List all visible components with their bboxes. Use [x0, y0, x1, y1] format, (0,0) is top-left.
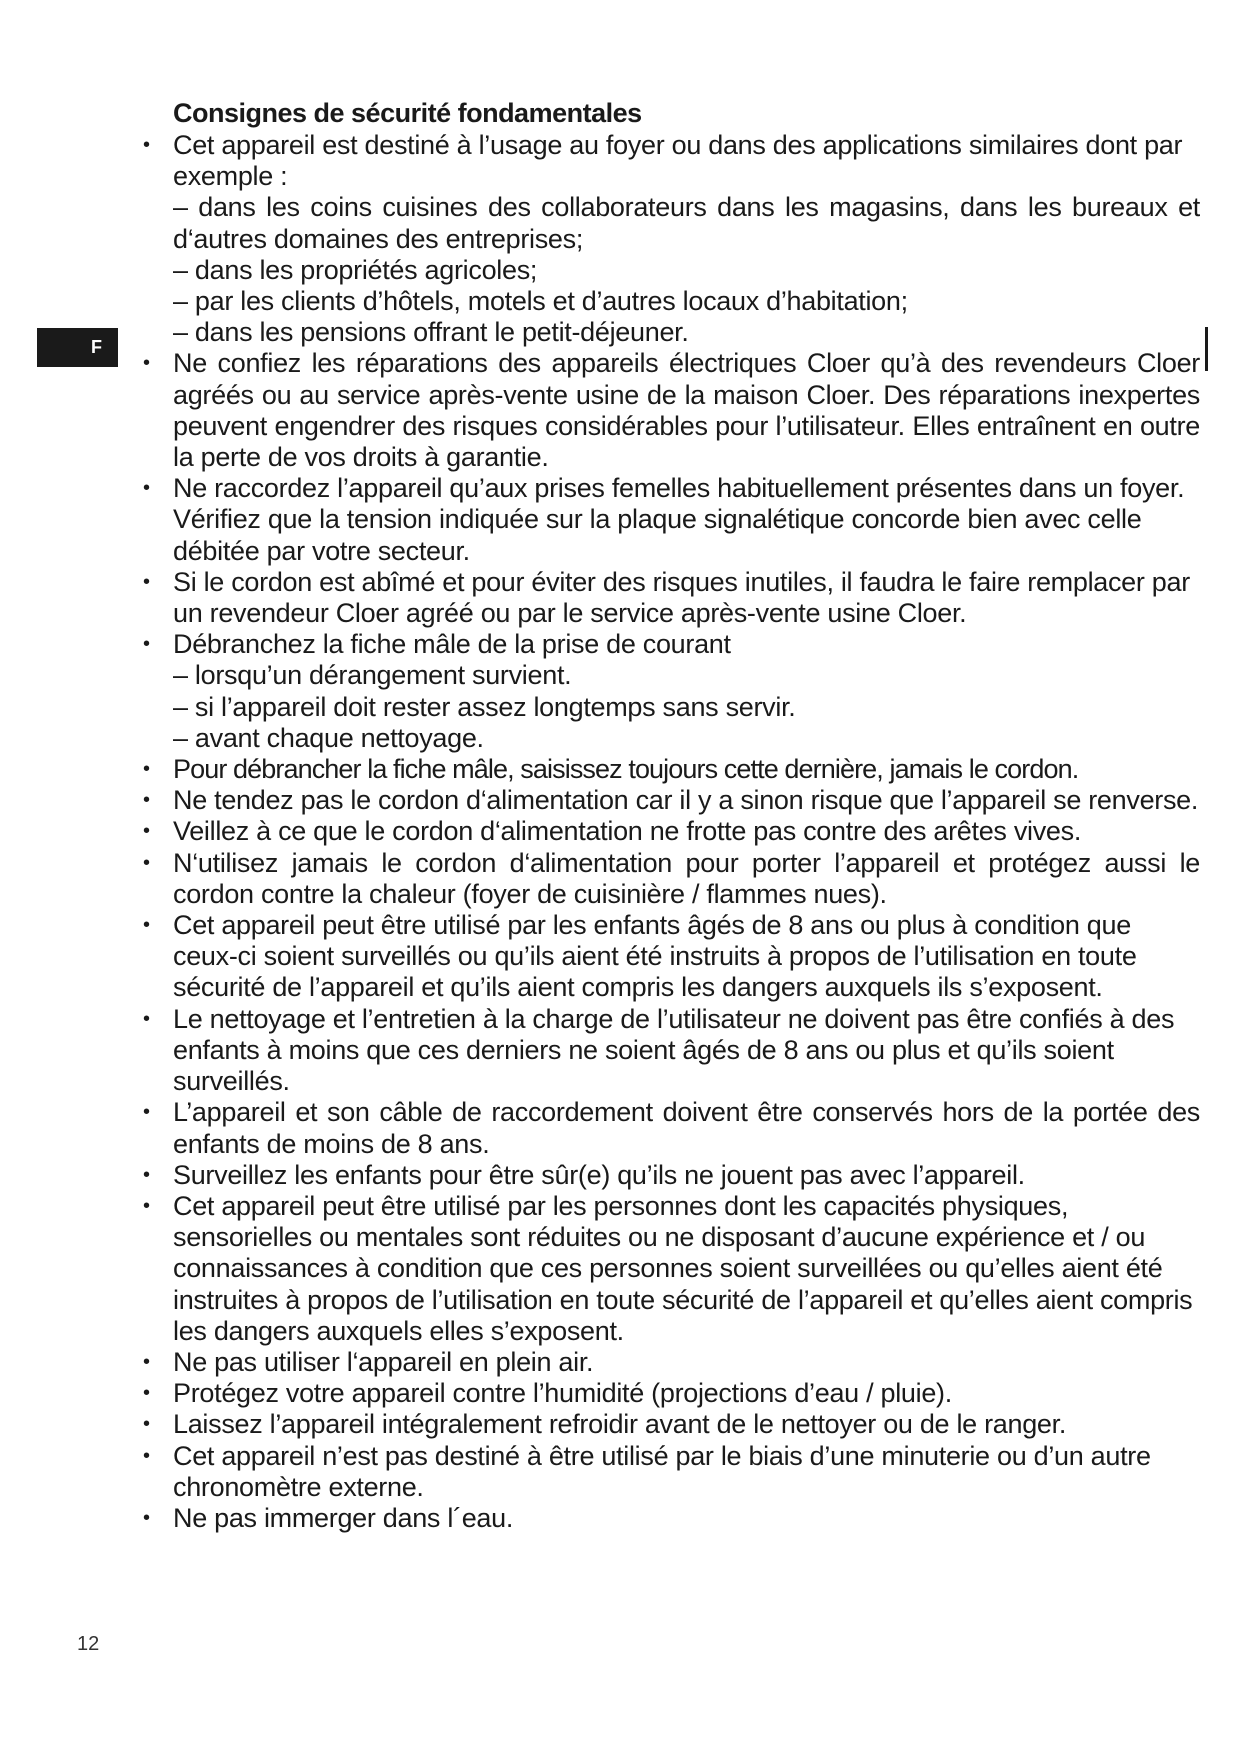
- list-item-text: Cet appareil peut être utilisé par les enfants âgés de 8 ans ou plus à condition que ceux-ci soient surveillés ou qu’ils aient été instruits à propos de l’utilisation en toute sécurité de l’appareil et qu’ils aient compris les dangers auxquels ils s’exposent.: [173, 910, 1137, 1003]
- list-item: [138, 1347, 1200, 1378]
- bullet-icon: •: [143, 1101, 150, 1124]
- list-item: [138, 629, 1200, 754]
- bullet-icon: •: [143, 789, 150, 812]
- list-item-text: L’appareil et son câble de raccordement doivent être conservés hors de la portée des enfants de moins de 8 ans.: [173, 1097, 1200, 1159]
- edge-marker: [1205, 327, 1208, 371]
- bullet-icon: •: [143, 851, 150, 874]
- list-item: [138, 473, 1200, 567]
- list-item: [138, 1160, 1200, 1191]
- page-number: 12: [77, 1633, 100, 1655]
- list-item-text: Laissez l’appareil intégralement refroidir avant de le nettoyer ou de le ranger.: [173, 1409, 1067, 1440]
- list-item: [138, 910, 1200, 1004]
- safety-list: [138, 130, 1200, 1534]
- list-item: [138, 567, 1200, 629]
- bullet-icon: •: [143, 134, 150, 156]
- section-heading: Consignes de sécurité fondamentales: [173, 98, 642, 128]
- bullet-icon: •: [143, 477, 150, 500]
- list-item: [138, 130, 1200, 348]
- bullet-icon: •: [143, 1382, 150, 1405]
- list-subitem: – par les clients d’hôtels, motels et d’autres locaux d’habitation;: [173, 286, 908, 317]
- list-item-text: Débranchez la fiche mâle de la prise de courant: [173, 629, 731, 660]
- list-item: [138, 1378, 1200, 1409]
- list-item-text: Veillez à ce que le cordon d‘alimentation ne frotte pas contre des arêtes vives.: [173, 816, 1082, 847]
- bullet-icon: •: [143, 633, 150, 656]
- list-item-text: Cet appareil est destiné à l’usage au foyer ou dans des applications similaires dont par exemple :: [173, 130, 1183, 192]
- bullet-icon: •: [143, 914, 150, 937]
- language-tab: [37, 328, 118, 367]
- list-item-text: Ne pas utiliser l‘appareil en plein air.: [173, 1346, 594, 1377]
- list-item: [138, 1503, 1200, 1534]
- bullet-icon: •: [143, 758, 150, 781]
- language-tab-label: F: [91, 337, 102, 357]
- list-item: [138, 348, 1200, 473]
- bullet-icon: •: [143, 1506, 150, 1529]
- bullet-icon: •: [143, 1413, 150, 1436]
- list-item: [138, 1191, 1200, 1347]
- list-item-text: Ne confiez les réparations des appareils électriques Cloer qu’à des revendeurs Cloer agréés ou au service après-vente usine de la maison Cloer. Des réparations inexpertes peuvent engendrer des risques considérables pour l’utilisateur. Elles entraînent en outre la perte de vos droits à garantie.: [173, 348, 1200, 473]
- list-subitem: – si l’appareil doit rester assez longtemps sans servir.: [173, 691, 796, 722]
- bullet-icon: •: [143, 1007, 150, 1030]
- list-subitem: – dans les pensions offrant le petit-déjeuner.: [173, 317, 689, 348]
- list-item: [138, 816, 1200, 847]
- bullet-icon: •: [143, 1163, 150, 1186]
- list-item-text: Ne tendez pas le cordon d‘alimentation car il y a sinon risque que l’appareil se renverse.: [173, 785, 1199, 816]
- list-item-text: Cet appareil n’est pas destiné à être utilisé par le biais d’une minuterie ou d’un autre chronomètre externe.: [173, 1440, 1151, 1502]
- list-item: [138, 754, 1200, 785]
- bullet-icon: •: [143, 1444, 150, 1467]
- list-item-text: Si le cordon est abîmé et pour éviter des risques inutiles, il faudra le faire remplacer par un revendeur Cloer agréé ou par le service après-vente usine Cloer.: [173, 566, 1190, 629]
- safety-section: [138, 96, 1200, 1596]
- list-item: [138, 785, 1200, 816]
- bullet-icon: •: [143, 1350, 150, 1373]
- list-item: [138, 848, 1200, 910]
- list-item-text: Cet appareil peut être utilisé par les personnes dont les capacités physiques, sensorielles ou mentales sont réduites ou ne disposant d’aucune expérience et / ou connaissances à condition que ces personnes soient surveillées ou qu’elles aient été instruites à propos de l’utilisation en toute sécurité de l’appareil et qu’elles aient compris les dangers auxquels elles s’exposent.: [173, 1190, 1193, 1346]
- list-item: [138, 1409, 1200, 1440]
- bullet-icon: •: [143, 352, 150, 375]
- list-subitem: – lorsqu’un dérangement survient.: [173, 660, 572, 691]
- list-subitem: – avant chaque nettoyage.: [173, 722, 484, 753]
- list-item: [138, 1004, 1200, 1098]
- list-item-text: N‘utilisez jamais le cordon d‘alimentation pour porter l’appareil et protégez aussi le cordon contre la chaleur (foyer de cuisinière / flammes nues).: [173, 847, 1200, 909]
- list-subitem: – dans les coins cuisines des collaborateurs dans les magasins, dans les bureaux et d‘autres domaines des entreprises;: [173, 192, 1200, 254]
- bullet-icon: •: [143, 1194, 150, 1217]
- bullet-icon: •: [143, 570, 150, 593]
- bullet-icon: •: [143, 820, 150, 843]
- list-item-text: Pour débrancher la fiche mâle, saisissez toujours cette dernière, jamais le cordon.: [173, 754, 1079, 785]
- list-item-text: Ne raccordez l’appareil qu’aux prises femelles habituellement présentes dans un foyer. Vérifiez que la tension indiquée sur la plaque signalétique concorde bien avec celle débitée par votre secteur.: [173, 473, 1185, 566]
- list-subitem: – dans les propriétés agricoles;: [173, 254, 538, 285]
- list-item-text: Ne pas immerger dans l´eau.: [173, 1502, 514, 1533]
- list-item: [138, 1441, 1200, 1503]
- list-item-text: Protégez votre appareil contre l’humidité (projections d’eau / pluie).: [173, 1378, 952, 1409]
- list-item-text: Le nettoyage et l’entretien à la charge de l’utilisateur ne doivent pas être confiés à des enfants à moins que ces derniers ne soient âgés de 8 ans ou plus et qu’ils soient surveillés.: [173, 1003, 1175, 1097]
- list-item-text: Surveillez les enfants pour être sûr(e) qu’ils ne jouent pas avec l’appareil.: [173, 1159, 1025, 1190]
- list-item: [138, 1097, 1200, 1159]
